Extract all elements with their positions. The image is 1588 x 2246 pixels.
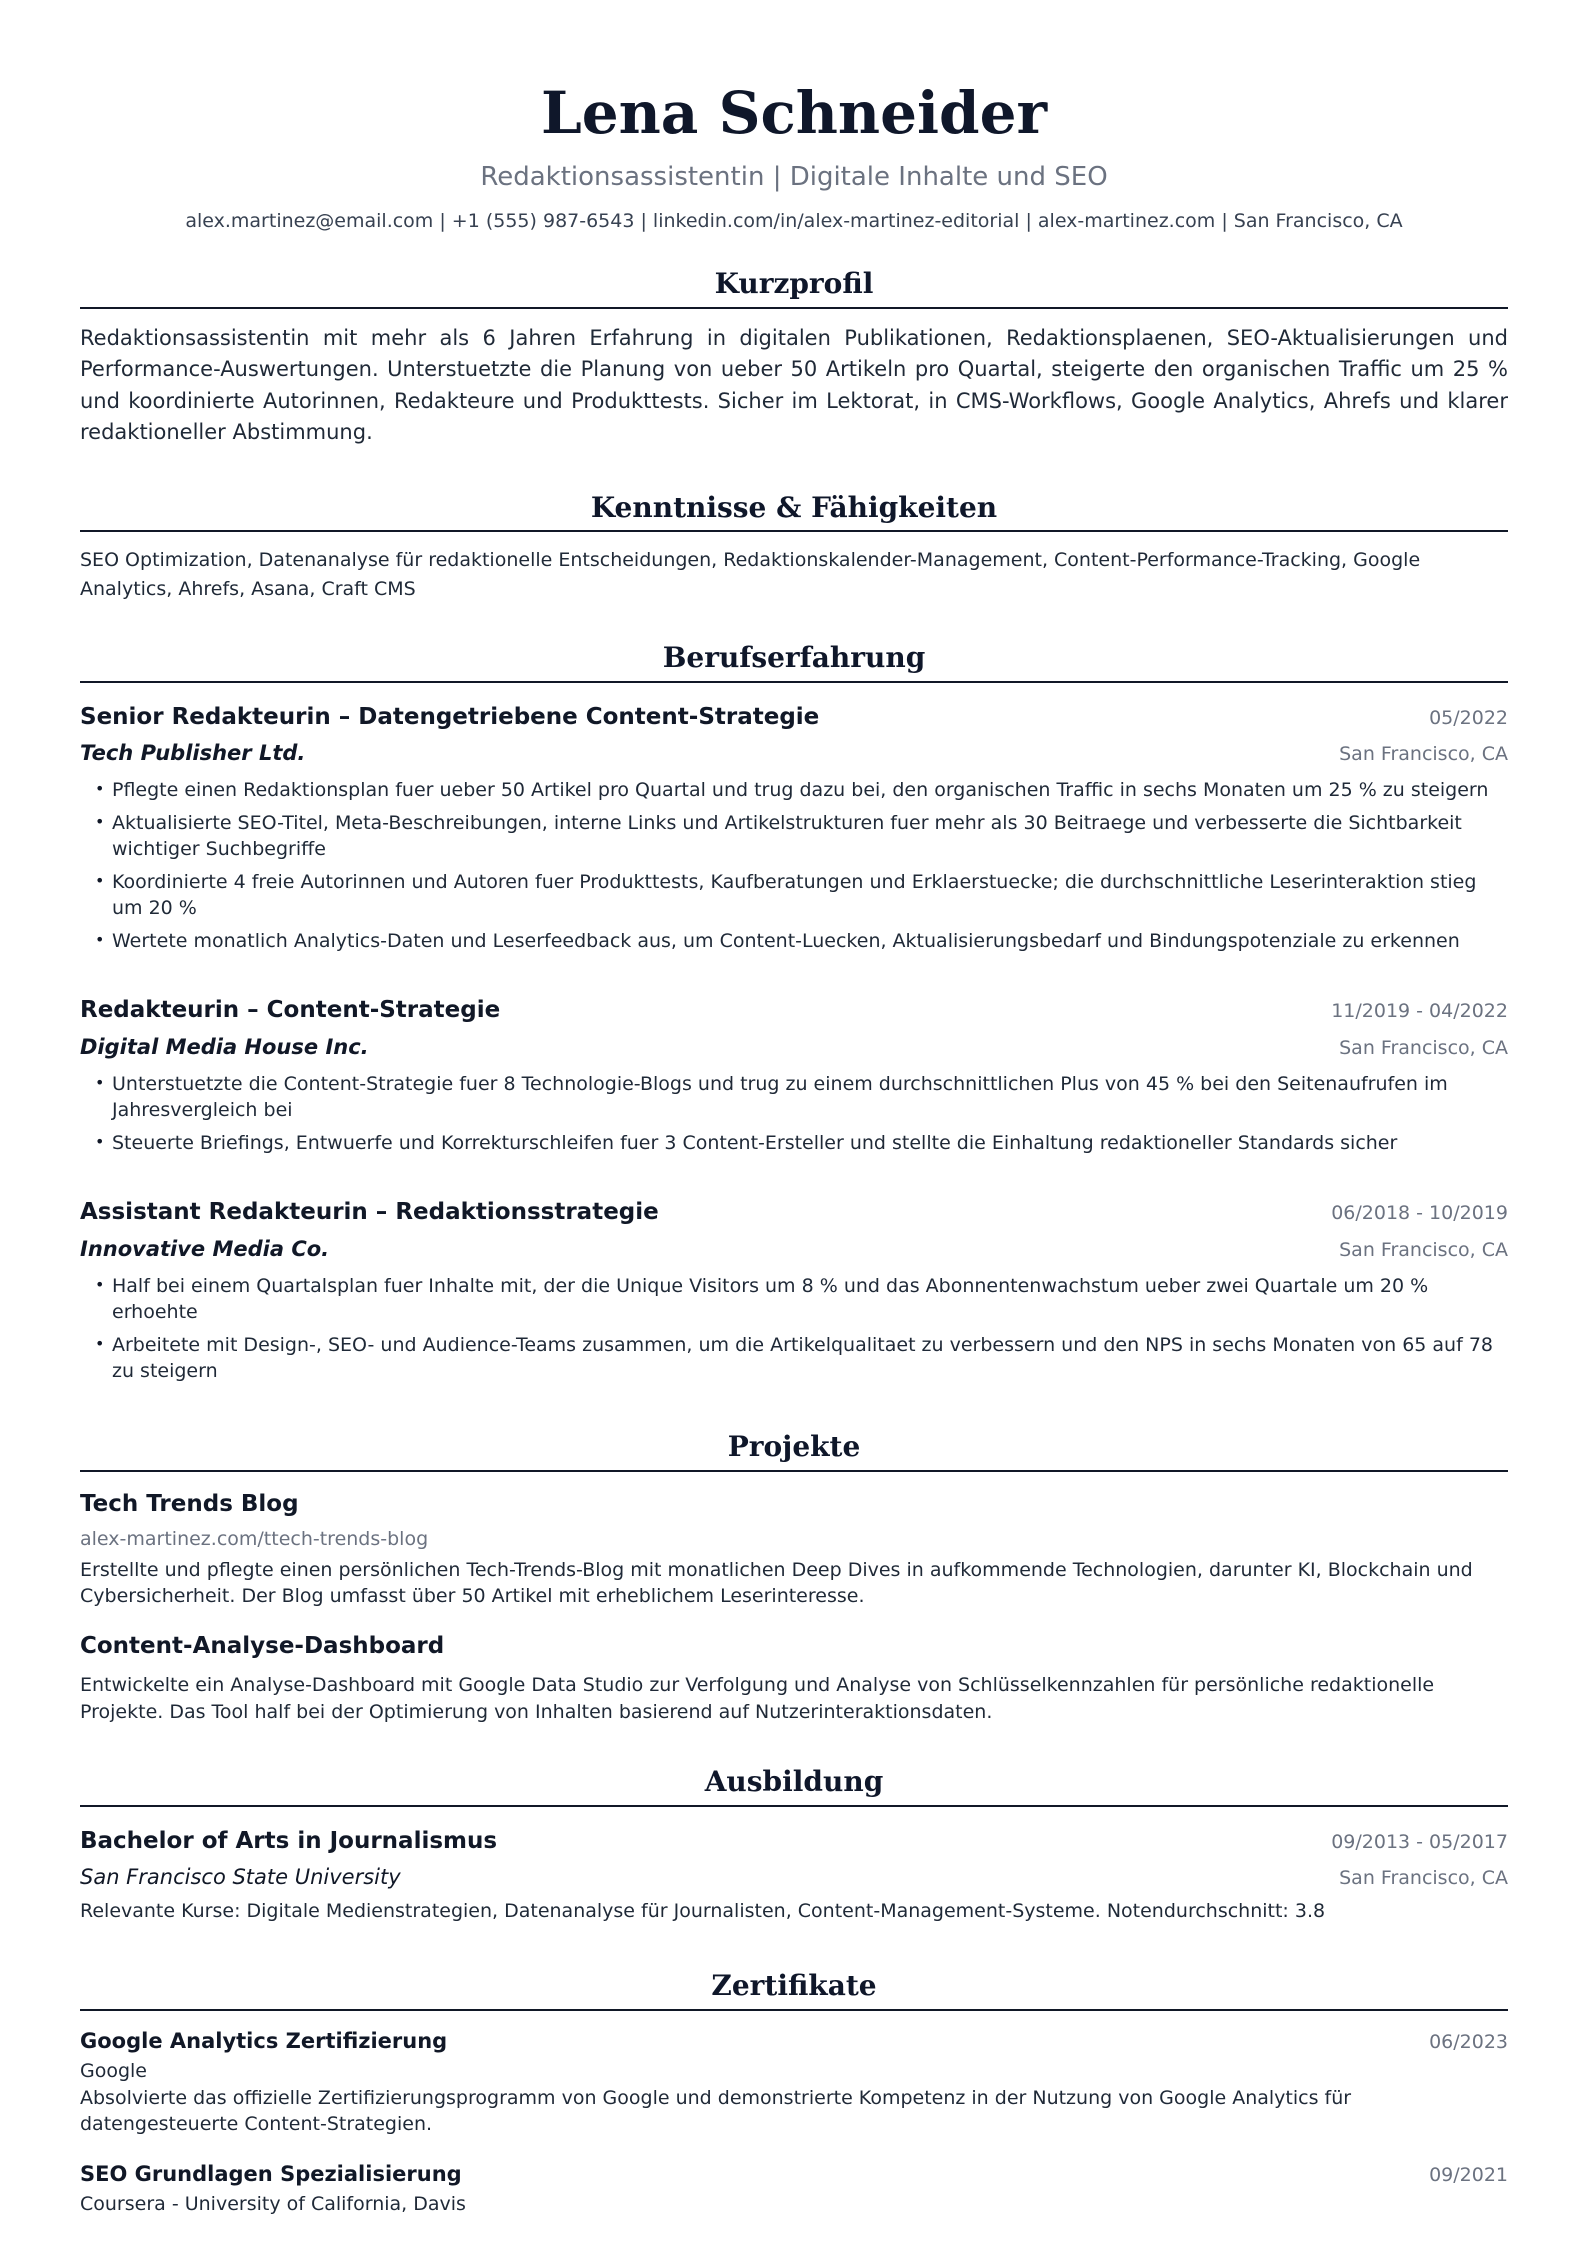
job-location: San Francisco, CA <box>1339 1238 1508 1261</box>
bullet-item: • Arbeitete mit Design-, SEO- und Audience-Teams zusammen, um die Artikelqualitaet zu verbessern und den NPS in sechs Monaten von 65 auf 78 zu steigern <box>112 1333 1508 1385</box>
job-date: 06/2018 - 10/2019 <box>1331 1202 1508 1225</box>
job-location: San Francisco, CA <box>1339 1036 1508 1059</box>
job-date: 11/2019 - 04/2022 <box>1331 1000 1508 1023</box>
job-bullets <box>80 778 1508 954</box>
education-date: 09/2013 - 05/2017 <box>1331 1830 1508 1853</box>
headline: Redaktionsassistentin | Digitale Inhalte und SEO <box>480 161 1108 192</box>
section-title-skills: Kenntnisse & Fähigkeiten <box>80 491 1508 533</box>
job-title: Assistant Redakteurin – Redaktionsstrategie <box>80 1199 659 1226</box>
education-section <box>80 1765 1508 1925</box>
skills-text: SEO Optimization, Datenanalyse für redaktionelle Entscheidungen, Redaktionskalender-Management, Content-Performance-Tracking, Google Analytics, Ahrefs, Asana, Craft CMS <box>80 549 1421 600</box>
certificate-title: SEO Grundlagen Spezialisierung <box>80 2161 462 2186</box>
job-location: San Francisco, CA <box>1339 743 1508 766</box>
project-title: Tech Trends Blog <box>80 1490 299 1517</box>
school-name: San Francisco State University <box>80 1865 401 1890</box>
bullet-item: • Pflegte einen Redaktionsplan fuer ueber 50 Artikel pro Quartal und trug dazu bei, den organischen Traffic in sechs Monaten um 25 % zu steigern <box>112 778 1508 804</box>
bullet-item: • Aktualisierte SEO-Titel, Meta-Beschreibungen, interne Links und Artikelstrukturen fuer mehr als 30 Beitraege und verbesserte die Sichtbarkeit wichtiger Suchbegriffe <box>112 811 1508 863</box>
project-entry <box>80 1630 1508 1725</box>
education-entry <box>80 1825 1508 1925</box>
degree-title: Bachelor of Arts in Journalismus <box>80 1827 498 1854</box>
contact-line: alex.martinez@email.com | +1 (555) 987-6543 | linkedin.com/in/alex-martinez-editorial | alex-martinez.com | San Francisco, CA <box>185 210 1403 233</box>
project-description: Erstellte und pflegte einen persönlichen Tech-Trends-Blog mit monatlichen Deep Dives in aufkommende Technologien, darunter KI, Blockchain und Cybersicherheit. Der Blog umfasst über 50 Artikel mit erheblichem Leserinteresse. <box>80 1558 1473 1608</box>
experience-section <box>80 641 1508 1384</box>
experience-entry <box>80 1196 1508 1384</box>
candidate-name: Lena Schneider <box>540 79 1048 147</box>
bullet-item: • Steuerte Briefings, Entwuerfe und Korrekturschleifen fuer 3 Content-Ersteller und stellte die Einhaltung redaktioneller Standards sicher <box>112 1131 1508 1157</box>
certificate-title: Google Analytics Zertifizierung <box>80 2028 448 2053</box>
certificate-issuer: Google <box>80 2060 148 2083</box>
certificate-entry <box>80 2160 1508 2218</box>
section-title-education: Ausbildung <box>80 1765 1508 1807</box>
certificate-date: 09/2021 <box>1429 2163 1508 2186</box>
job-bullets <box>80 1274 1508 1384</box>
summary-text: Redaktionsassistentin mit mehr als 6 Jahren Erfahrung in digitalen Publikationen, Redaktionsplaenen, SEO-Aktualisierungen und Performance-Auswertungen. Unterstuetzte die Planung von ueber 50 Artikeln pro Quartal, steigerte den organischen Traffic um 25 % und koordinierte Autorinnen, Redakteure und Produkttests. Sicher im Lektorat, in CMS-Workflows, Google Analytics, Ahrefs und klarer redaktioneller Abstimmung. <box>80 325 1508 445</box>
education-description: Relevante Kurse: Digitale Medienstrategien, Datenanalyse für Journalisten, Content-Management-Systeme. Notendurchschnitt: 3.8 <box>80 1900 1326 1923</box>
certificates-section <box>80 1969 1508 2218</box>
bullet-item: • Wertete monatlich Analytics-Daten und Leserfeedback aus, um Content-Luecken, Aktualisierungsbedarf und Bindungspotenziale zu erkennen <box>112 929 1508 955</box>
skills-section <box>80 491 1508 604</box>
project-entry <box>80 1488 1508 1610</box>
job-bullets <box>80 1072 1508 1156</box>
certificate-issuer: Coursera - University of California, Davis <box>80 2193 466 2216</box>
certificate-description: Absolvierte das offizielle Zertifizierungsprogramm von Google und demonstrierte Kompetenz in der Nutzung von Google Analytics für datengesteuerte Content-Strategien. <box>80 2086 1352 2136</box>
project-description: Entwickelte ein Analyse-Dashboard mit Google Data Studio zur Verfolgung und Analyse von Schlüsselkennzahlen für persönliche redaktionelle Projekte. Das Tool half bei der Optimierung von Inhalten basierend auf Nutzerinteraktionsdaten. <box>80 1674 1435 1723</box>
experience-entry <box>80 701 1508 955</box>
section-title-summary: Kurzprofil <box>80 267 1508 309</box>
experience-entry <box>80 994 1508 1156</box>
summary-section <box>80 267 1508 449</box>
project-title: Content-Analyse-Dashboard <box>80 1632 445 1659</box>
section-title-certificates: Zertifikate <box>80 1969 1508 2011</box>
bullet-item: • Unterstuetzte die Content-Strategie fuer 8 Technologie-Blogs und trug zu einem durchschnittlichen Plus von 45 % bei den Seitenaufrufen im Jahresvergleich bei <box>112 1072 1508 1124</box>
education-location: San Francisco, CA <box>1339 1867 1508 1890</box>
job-title: Redakteurin – Content-Strategie <box>80 997 501 1024</box>
job-company: Tech Publisher Ltd. <box>80 741 306 766</box>
job-company: Innovative Media Co. <box>80 1236 330 1261</box>
certificate-date: 06/2023 <box>1429 2030 1508 2053</box>
job-title: Senior Redakteurin – Datengetriebene Content-Strategie <box>80 703 820 730</box>
certificate-entry <box>80 2027 1508 2138</box>
bullet-item: • Half bei einem Quartalsplan fuer Inhalte mit, der die Unique Visitors um 8 % und das Abonnentenwachstum ueber zwei Quartale um 20 % erhoehte <box>112 1274 1508 1326</box>
project-link[interactable]: alex-martinez.com/ttech-trends-blog <box>80 1528 429 1551</box>
job-date: 05/2022 <box>1429 706 1508 729</box>
section-title-projects: Projekte <box>80 1430 1508 1472</box>
job-company: Digital Media House Inc. <box>80 1034 369 1059</box>
bullet-item: • Koordinierte 4 freie Autorinnen und Autoren fuer Produkttests, Kaufberatungen und Erklaerstuecke; die durchschnittliche Leserinteraktion stieg um 20 % <box>112 870 1508 922</box>
projects-section <box>80 1430 1508 1725</box>
section-title-experience: Berufserfahrung <box>80 641 1508 683</box>
